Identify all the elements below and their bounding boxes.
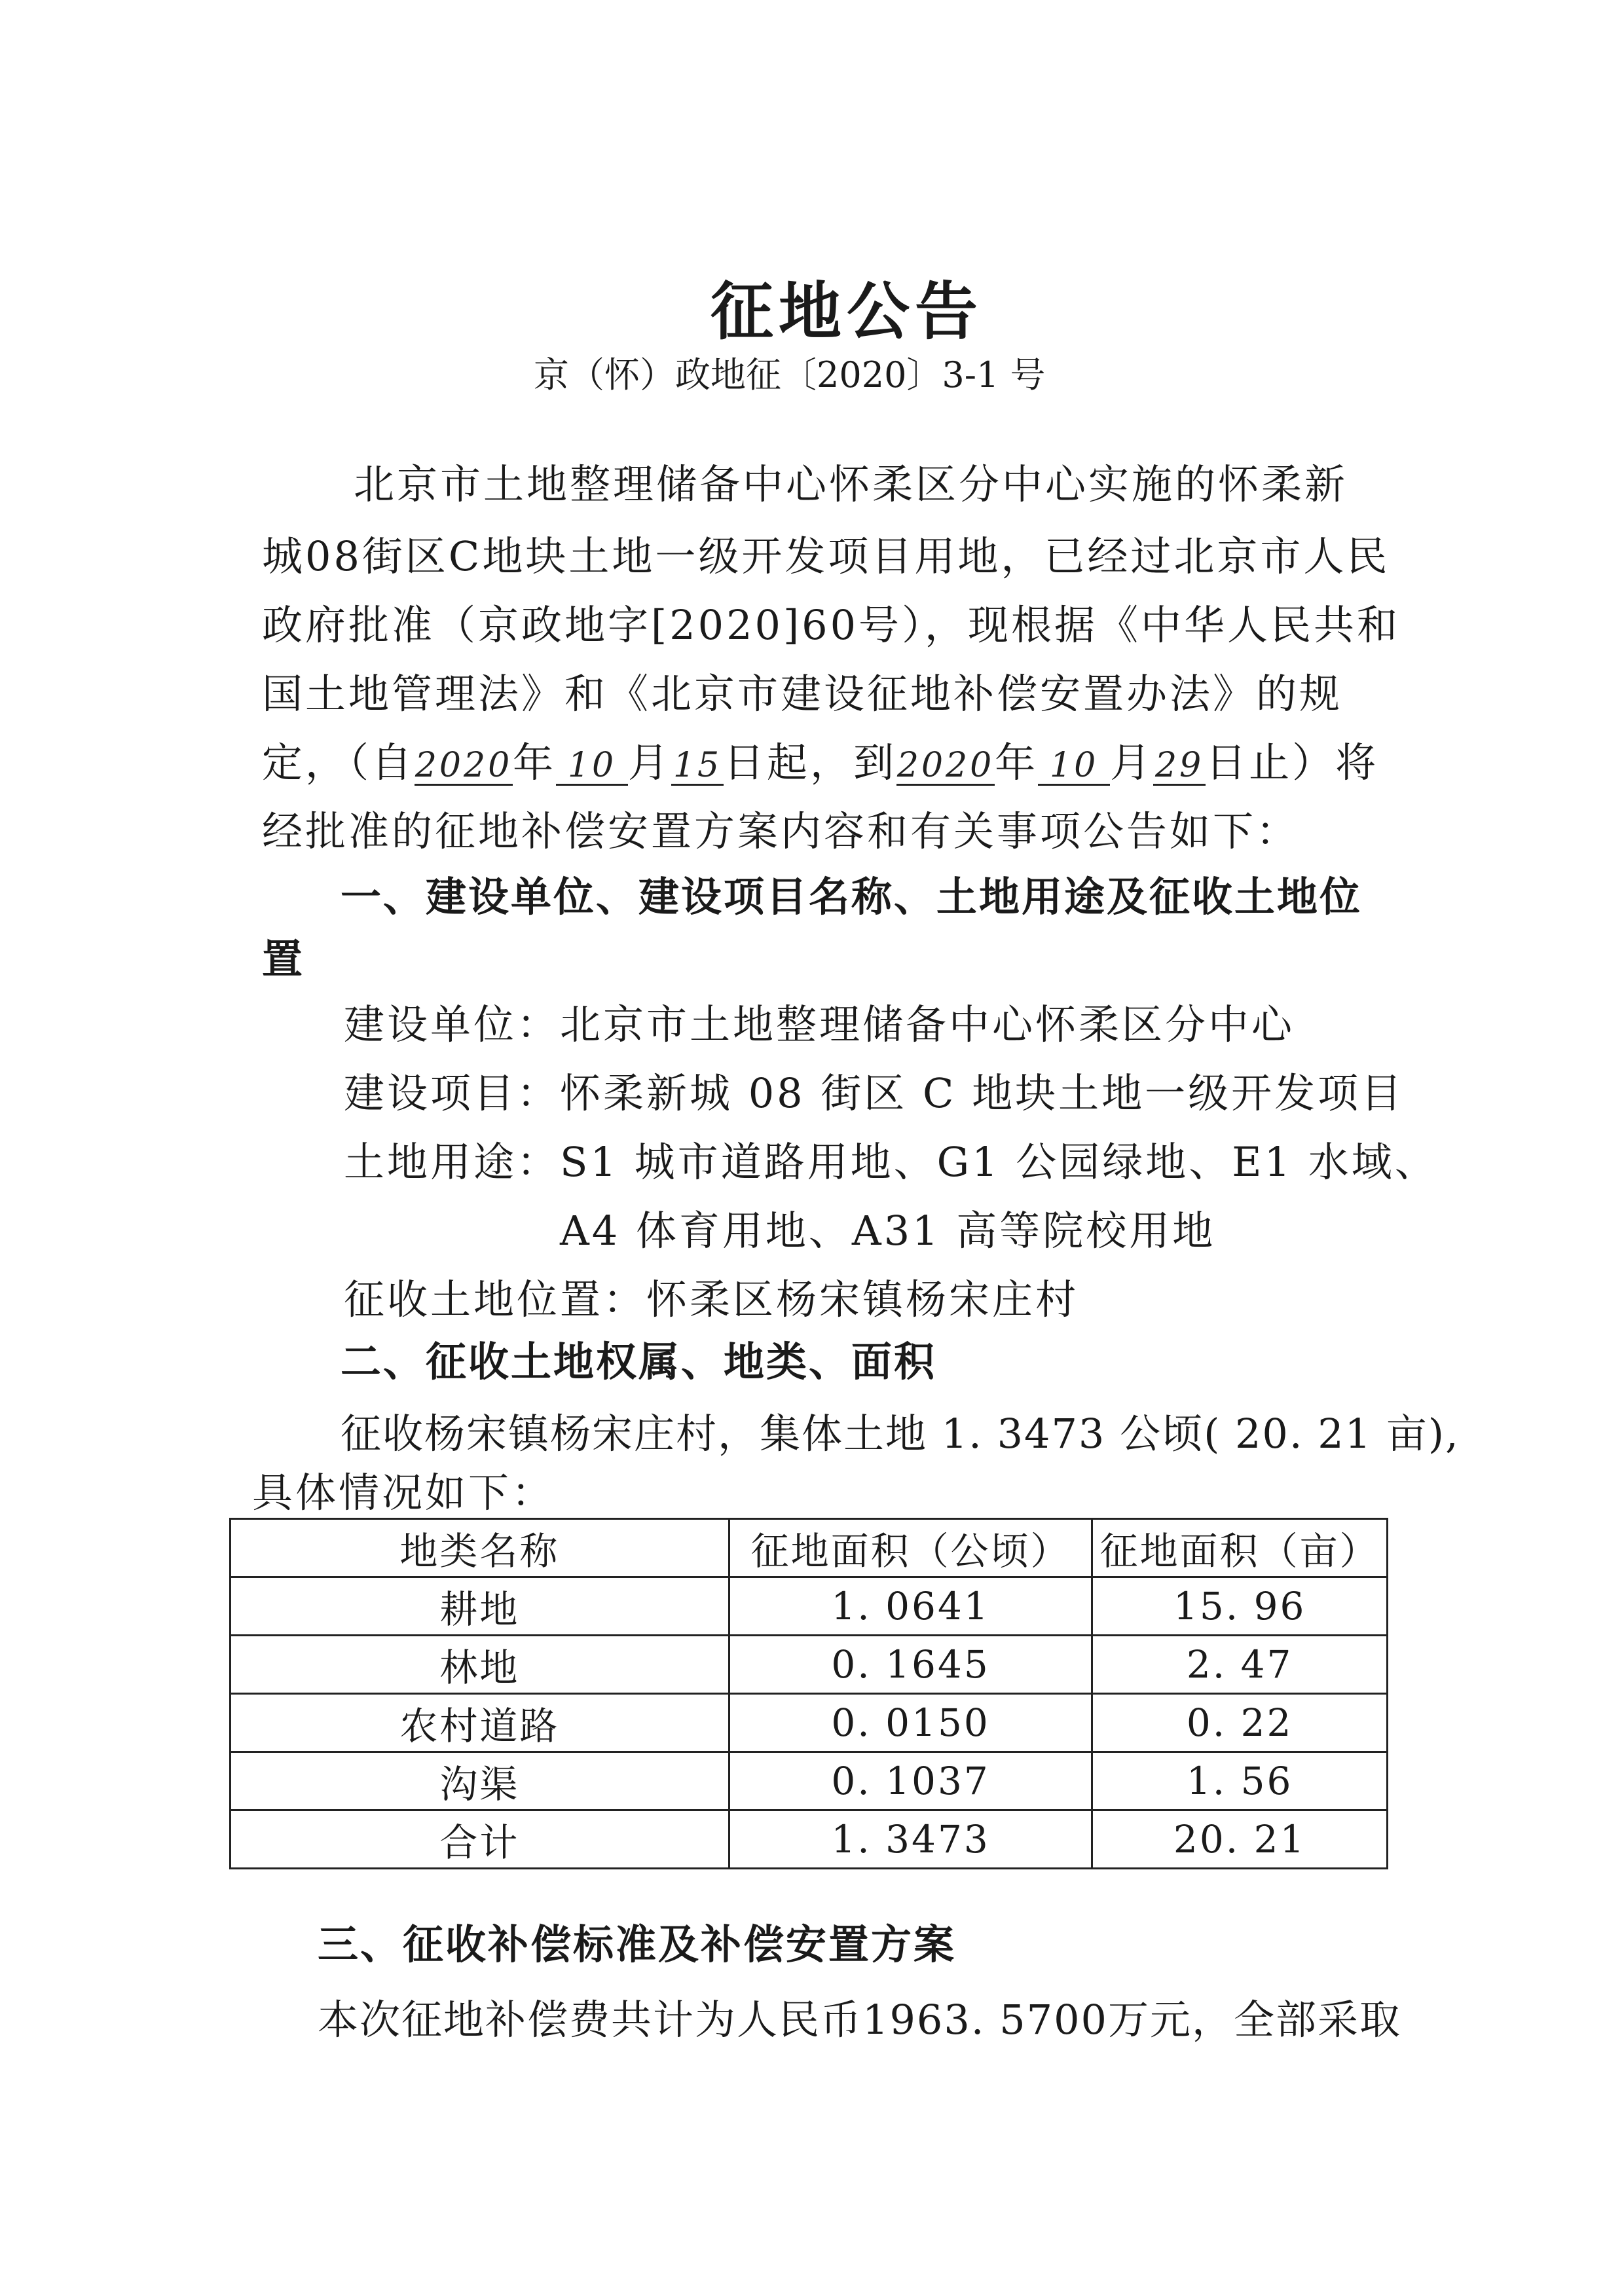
table-row — [231, 1636, 1388, 1694]
table-header-row — [231, 1519, 1388, 1577]
intro-line: 经批准的征地补偿安置方案内容和有关事项公告如下： — [262, 807, 1300, 855]
construction-project: 建设项目：怀柔新城 08 街区 C 地块土地一级开发项目 — [344, 1069, 1405, 1117]
hectare-cell: 1. 0641 — [729, 1577, 1092, 1636]
section-heading: 三、征收补偿标准及补偿安置方案 — [318, 1920, 957, 1968]
intro-line: 城08街区C地块土地一级开发项目用地，已经过北京市人民 — [262, 532, 1390, 580]
construction-unit: 建设单位：北京市土地整理储备中心怀柔区分中心 — [344, 1001, 1295, 1048]
handwritten-end-day: 29 — [1153, 748, 1206, 786]
month-label: 月 — [1110, 739, 1154, 786]
mu-cell: 15. 96 — [1092, 1577, 1388, 1636]
intro-line: 北京市土地整理储备中心怀柔区分中心实施的怀柔新 — [354, 460, 1348, 508]
document-number: 京（怀）政地征〔2020〕3-1 号 — [534, 354, 1046, 395]
section3-text: 本次征地补偿费共计为人民币1963. 5700万元，全部采取 — [318, 1996, 1401, 2044]
land-type-cell: 农村道路 — [231, 1694, 729, 1752]
year-label: 年 — [995, 739, 1039, 786]
handwritten-end-month: 10 — [1038, 748, 1110, 786]
table-row — [231, 1694, 1388, 1752]
hectare-cell: 0. 0150 — [729, 1694, 1092, 1752]
table-total-row — [231, 1810, 1388, 1869]
mu-cell: 2. 47 — [1092, 1636, 1388, 1694]
land-type-cell: 林地 — [231, 1636, 729, 1694]
land-type-cell: 沟渠 — [231, 1752, 729, 1810]
year-label: 年 — [513, 739, 557, 786]
section-heading: 二、征收土地权属、地类、面积 — [341, 1338, 937, 1386]
handwritten-start-month: 10 — [556, 748, 628, 786]
section2-text: 征收杨宋镇杨宋庄村，集体土地 1. 3473 公顷( 20. 21 亩), — [341, 1410, 1460, 1458]
land-location: 征收土地位置：怀柔区杨宋镇杨宋庄村 — [344, 1276, 1079, 1323]
table-row — [231, 1577, 1388, 1636]
handwritten-start-year: 2020 — [415, 746, 513, 785]
table-row — [231, 1752, 1388, 1810]
intro-line-dates — [262, 730, 1378, 788]
header-land-type: 地类名称 — [231, 1519, 729, 1577]
handwritten-start-day: 15 — [671, 748, 724, 786]
hectare-cell: 0. 1037 — [729, 1752, 1092, 1810]
page-title: 征地公告 — [710, 275, 983, 348]
month-label: 月 — [628, 739, 672, 786]
mu-cell: 20. 21 — [1092, 1810, 1388, 1869]
header-area-hectare: 征地面积（公顷） — [729, 1519, 1092, 1577]
hectare-cell: 1. 3473 — [729, 1810, 1092, 1869]
mu-cell: 0. 22 — [1092, 1694, 1388, 1752]
from-label: 日起，到 — [724, 739, 897, 786]
land-type-cell: 合计 — [231, 1810, 729, 1869]
section-heading: 一、建设单位、建设项目名称、土地用途及征收土地位 — [341, 873, 1363, 921]
section2-text-cont: 具体情况如下： — [252, 1469, 555, 1516]
handwritten-end-year: 2020 — [896, 746, 995, 785]
land-use: 土地用途：S1 城市道路用地、G1 公园绿地、E1 水域、 — [344, 1138, 1438, 1186]
section-heading-cont: 置 — [262, 935, 305, 983]
date-prefix: 定，（自 — [262, 739, 415, 786]
land-use-cont: A4 体育用地、A31 高等院校用地 — [560, 1207, 1216, 1255]
header-area-mu: 征地面积（亩） — [1092, 1519, 1388, 1577]
hectare-cell: 0. 1645 — [729, 1636, 1092, 1694]
mu-cell: 1. 56 — [1092, 1752, 1388, 1810]
until-label: 日止）将 — [1206, 739, 1379, 786]
land-area-table — [229, 1518, 1388, 1869]
land-type-cell: 耕地 — [231, 1577, 729, 1636]
intro-line: 政府批准（京政地字[2020]60号），现根据《中华人民共和 — [262, 601, 1401, 649]
intro-line: 国土地管理法》和《北京市建设征地补偿安置办法》的规 — [262, 670, 1343, 718]
